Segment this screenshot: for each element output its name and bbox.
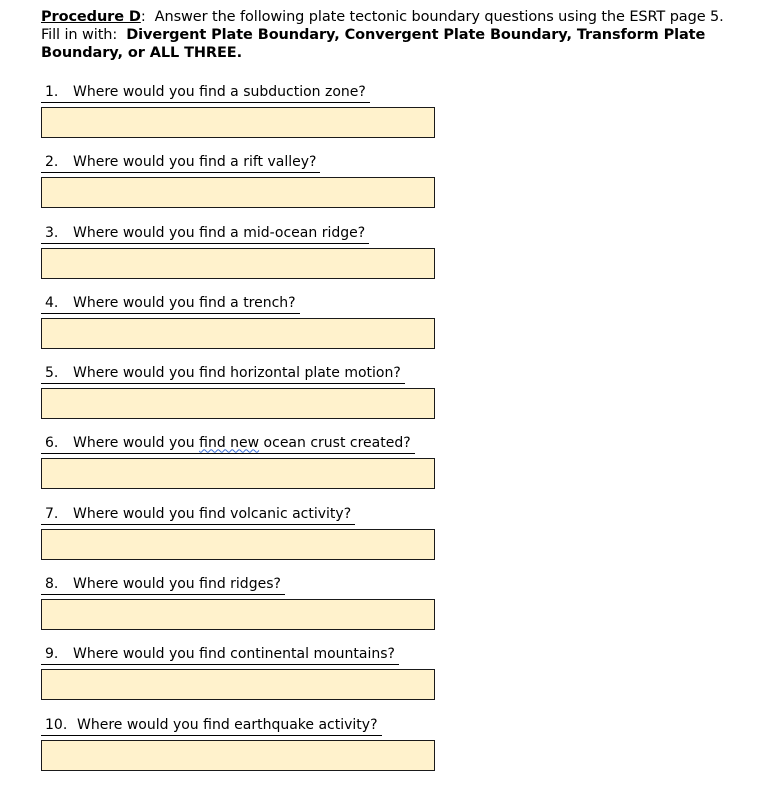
question-label [41,363,405,384]
heading-colon: : [140,9,146,25]
question-text [73,435,411,451]
question-label [41,293,300,314]
question-number: 6. [45,435,59,452]
question-text-end: ocean crust created? [259,435,411,452]
question-label [41,82,370,103]
question-number: 2. [45,154,59,171]
question-item [41,433,461,503]
question-label [41,504,355,525]
question-text-start: Where would you [73,435,200,452]
answer-choices: Divergent Plate Boundary, Convergent Plate Boundary, Transform Plate Boundary, or ALL THREE. [41,27,706,61]
instructions-text: Answer the following plate tectonic boundary questions using the ESRT page 5. Fill in with: [41,9,724,43]
question-number: 4. [45,294,59,311]
question-item [41,152,461,222]
answer-field-4[interactable] [41,318,435,349]
question-item [41,715,461,785]
answer-field-1[interactable] [41,107,435,138]
question-item [41,644,461,714]
question-number: 10. [45,716,68,733]
question-item [41,293,461,363]
question-label [41,152,320,173]
question-text: Where would you find continental mountains? [73,646,395,663]
procedure-heading: Procedure D [41,9,141,25]
question-text: Where would you find horizontal plate motion? [73,365,401,382]
answer-field-7[interactable] [41,529,435,560]
question-text: Where would you find ridges? [73,576,281,593]
question-text: Where would you find a subduction zone? [73,84,366,100]
question-number: 5. [45,365,59,382]
answer-field-9[interactable] [41,669,435,700]
question-text: Where would you find a trench? [73,294,296,311]
question-item [41,363,461,433]
question-text: Where would you find volcanic activity? [73,505,352,522]
question-label [41,433,415,454]
question-number: 1. [45,84,59,100]
answer-field-8[interactable] [41,599,435,630]
answer-field-2[interactable] [41,177,435,208]
question-label [41,715,382,736]
question-item [41,574,461,644]
question-text: Where would you find a mid-ocean ridge? [73,224,366,241]
question-label [41,223,369,244]
answer-field-3[interactable] [41,248,435,279]
question-number: 8. [45,576,59,593]
worksheet-page [41,8,741,733]
procedure-instructions [41,8,741,62]
question-label [41,644,399,665]
question-item [41,82,461,152]
question-number: 7. [45,505,59,522]
question-text: Where would you find earthquake activity? [77,716,378,733]
question-item [41,504,461,574]
question-text: Where would you find a rift valley? [73,154,317,171]
spellcheck-flagged-text: find new [199,435,260,452]
question-number: 9. [45,646,59,663]
answer-field-6[interactable] [41,458,435,489]
question-item [41,223,461,293]
question-label [41,574,285,595]
answer-field-5[interactable] [41,388,435,419]
question-list [41,82,461,785]
question-number: 3. [45,224,59,241]
answer-field-10[interactable] [41,740,435,771]
